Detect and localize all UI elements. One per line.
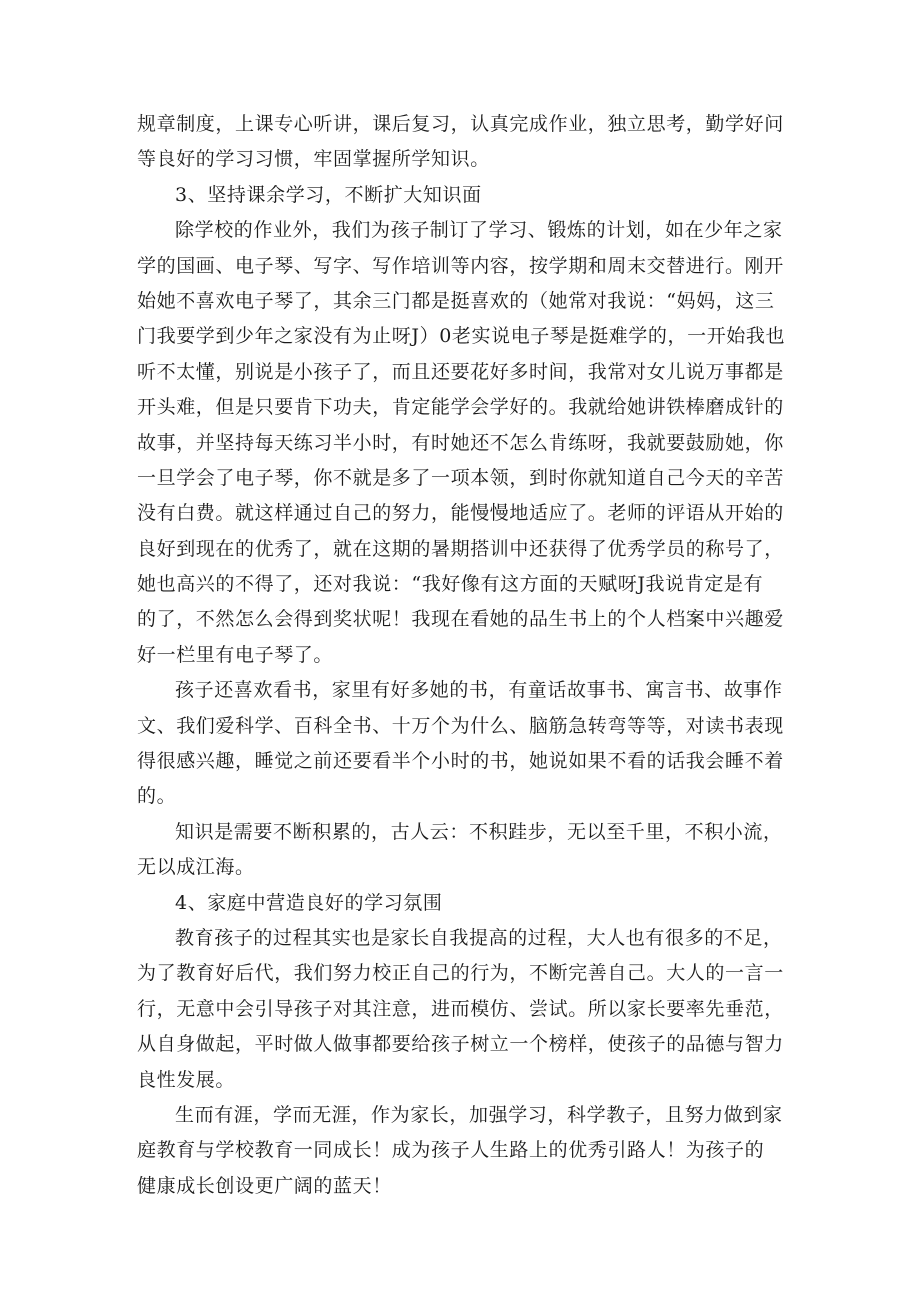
text-line: 故事，并坚持每天练习半小时，有时她还不怎么肯练呀，我就要鼓励她，你: [137, 431, 784, 454]
text-line: 孩子还喜欢看书，家里有好多她的书，有童话故事书、寓言书、故事作: [175, 679, 783, 702]
text-line: 无以成江海。: [137, 856, 255, 879]
text-line: 知识是需要不断积累的，古人云：不积跬步，无以至千里，不积小流，: [175, 820, 783, 843]
text-line: 行，无意中会引导孩子对其注意，进而模仿、尝试。所以家长要率先垂范，: [137, 997, 784, 1020]
text-line: 始她不喜欢电子琴了，其余三门都是挺喜欢的（她常对我说：“妈妈，这三: [137, 289, 775, 312]
text-line: 她也高兴的不得了，还对我说：“我好像有这方面的天赋呀J我说肯定是有: [137, 573, 764, 596]
text-line: 的了，不然怎么会得到奖状呢！我现在看她的品生书上的个人档案中兴趣爱: [137, 608, 784, 631]
text-line: 得很感兴趣，睡觉之前还要看半个小时的书，她说如果不看的话我会睡不着: [137, 750, 784, 773]
text-line: 开头难，但是只要肯下功夫，肯定能学会学好的。我就给她讲铁棒磨成针的: [137, 396, 784, 419]
text-line: 文、我们爱科学、百科全书、十万个为什么、脑筋急转弯等等，对读书表现: [137, 714, 784, 737]
text-line: 没有白费。就这样通过自己的努力，能慢慢地适应了。老师的评语从开始的: [137, 502, 784, 525]
text-line: 听不太懂，别说是小孩子了，而且还要花好多时间，我常对女儿说万事都是: [137, 360, 784, 383]
document-body: [137, 107, 797, 1204]
text-line: 等良好的学习习惯，牢固掌握所学知识。: [137, 148, 490, 171]
text-line: 好一栏里有电子琴了。: [137, 643, 334, 666]
text-line: 3、坚持课余学习，不断扩大知识面: [175, 183, 482, 206]
text-line: 一旦学会了电子琴，你不就是多了一项本领，到时你就知道自己今天的辛苦: [137, 466, 784, 489]
text-line: 庭教育与学校教育一同成长！成为孩子人生路上的优秀引路人！为孩子的: [137, 1139, 765, 1162]
text-line: 为了教育好后代，我们努力校正自己的行为，不断完善自己。大人的一言一: [137, 962, 784, 985]
text-line: 良好到现在的优秀了，就在这期的暑期搭训中还获得了优秀学员的称号了，: [137, 537, 784, 560]
text-line: 学的国画、电子琴、写字、写作培训等内容，按学期和周末交替进行。刚开: [137, 254, 784, 277]
text-line: 门我要学到少年之家没有为止呀J）0老实说电子琴是挺难学的，一开始我也: [137, 325, 786, 348]
text-line: 的。: [137, 785, 177, 808]
text-line: 教育孩子的过程其实也是家长自我提高的过程，大人也有很多的不足，: [175, 926, 783, 949]
text-line: 健康成长创设更广阔的蓝天！: [137, 1174, 392, 1197]
text-line: 规章制度，上课专心听讲，课后复习，认真完成作业，独立思考，勤学好问: [137, 113, 784, 135]
text-line: 从自身做起，平时做人做事都要给孩子树立一个榜样，使孩子的品德与智力: [137, 1033, 784, 1056]
text-line: 除学校的作业外，我们为孩子制订了学习、锻炼的计划，如在少年之家: [175, 219, 783, 242]
text-line: 4、家庭中营造良好的学习氛围: [175, 891, 443, 914]
text-line: 生而有涯，学而无涯，作为家长，加强学习，科学教子，且努力做到家: [175, 1103, 783, 1126]
text-line: 良性发展。: [137, 1068, 236, 1091]
